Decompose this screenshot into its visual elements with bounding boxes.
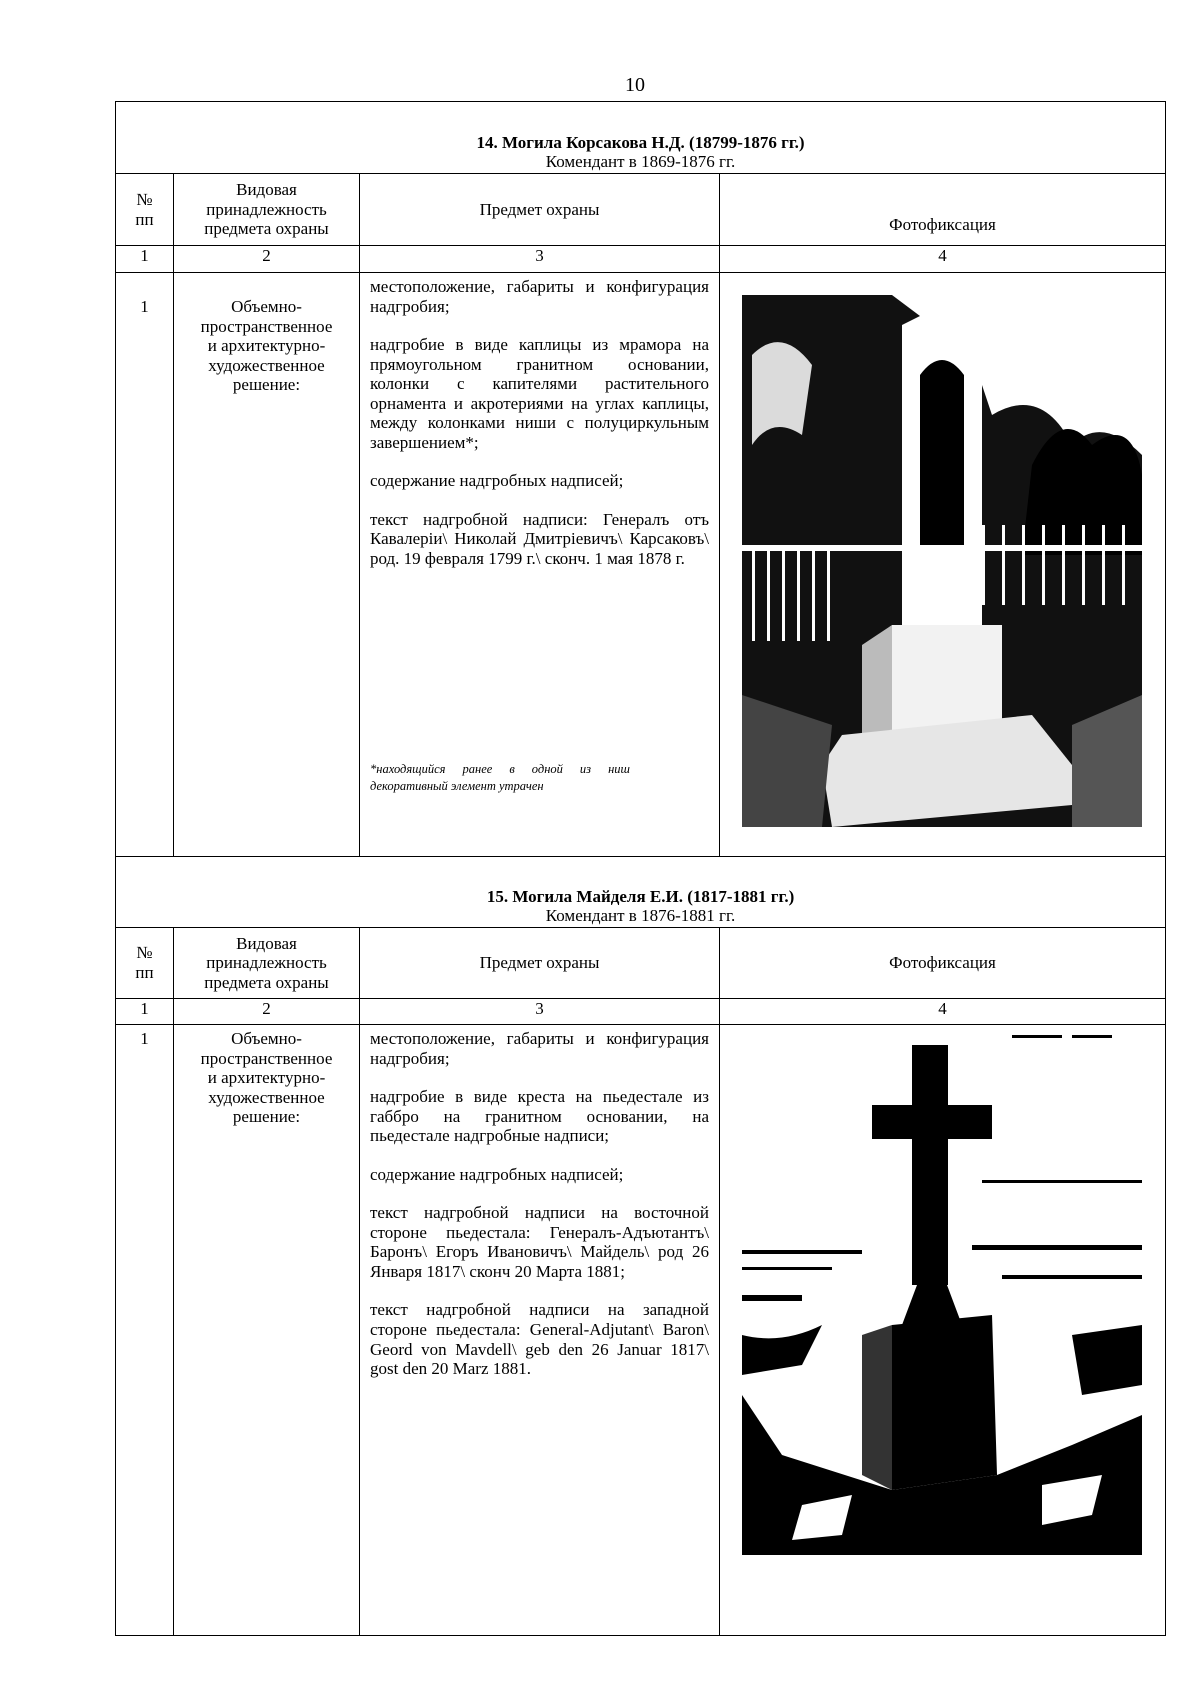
row-subject <box>360 1025 720 1636</box>
section-caption <box>116 102 1166 174</box>
footnote: *находящийся ранее в одной из ниш декоративный элемент утрачен <box>370 762 630 793</box>
subject-paragraph: содержание надгробных надписей; <box>370 471 624 491</box>
section-title: 15. Могила Майделя Е.И. (1817-1881 гг.) <box>486 886 795 906</box>
header-no: № пп <box>116 174 174 246</box>
section-table-15 <box>115 856 1166 1636</box>
subject-paragraph: текст надгробной надписи на западной стороне пьедестала: General-Adjutant\ Baron\ Geord von Mavdell\ geb den 26 Januar 1817\ gost den 20 Marz 1881. <box>370 1300 709 1379</box>
section-subtitle: Комендант в 1876-1881 гг. <box>545 906 736 926</box>
column-number-3: 3 <box>360 246 720 273</box>
column-number-4: 4 <box>720 999 1166 1025</box>
header-subject: Предмет охраны <box>360 928 720 999</box>
subject-paragraph: текст надгробной надписи на восточной стороне пьедестала: Генералъ-Адъютантъ\ Баронъ\ Егоръ Ивановичъ\ Майдель\ род 26 Января 1817\ сконч 20 Марта 1881; <box>370 1203 709 1281</box>
header-type: Видовая принадлежность предмета охраны <box>174 174 360 246</box>
column-number-2: 2 <box>174 999 360 1025</box>
column-number-1: 1 <box>116 999 174 1025</box>
section-title: 14. Могила Корсакова Н.Д. (18799-1876 гг.) <box>476 132 805 152</box>
subject-paragraph: надгробие в виде креста на пьедестале из габбро на гранитном основании, на пьедестале надгробные надписи; <box>370 1087 709 1146</box>
column-number-3: 3 <box>360 999 720 1025</box>
row-photo <box>720 1025 1166 1636</box>
header-photo: Фотофиксация <box>720 174 1166 246</box>
subject-paragraph: местоположение, габариты и конфигурация надгробия; <box>370 277 709 316</box>
section-caption <box>116 857 1166 928</box>
header-no: № пп <box>116 928 174 999</box>
column-number-2: 2 <box>174 246 360 273</box>
row-subject <box>360 273 720 857</box>
header-subject: Предмет охраны <box>360 174 720 246</box>
row-photo <box>720 273 1166 857</box>
section-table-14 <box>115 101 1166 857</box>
section-subtitle: Комендант в 1869-1876 гг. <box>545 152 736 172</box>
subject-paragraph: надгробие в виде каплицы из мрамора на прямоугольном гранитном основании, колонки с капителями растительного орнамента и акротериями на углах каплицы, между колонками ниши с полуциркульным завершением*; <box>370 335 709 452</box>
column-number-1: 1 <box>116 246 174 273</box>
row-number: 1 <box>116 273 174 857</box>
subject-paragraph: текст надгробной надписи: Генералъ отъ Кавалеріи\ Николай Дмитріевичъ\ Карсаковъ\ род. 19 февраля 1799 г.\ сконч. 1 мая 1878 г. <box>370 509 709 569</box>
row-number: 1 <box>116 1025 174 1636</box>
header-type: Видовая принадлежность предмета охраны <box>174 928 360 999</box>
subject-paragraph: местоположение, габариты и конфигурация надгробия; <box>370 1029 709 1068</box>
header-photo: Фотофиксация <box>720 928 1166 999</box>
tombstone-photo-cross <box>742 1035 1142 1555</box>
subject-paragraph: содержание надгробных надписей; <box>370 1164 624 1184</box>
tombstone-photo-chapel <box>742 295 1142 827</box>
page-number: 10 <box>625 74 645 96</box>
row-type: Объемно- пространственное и архитектурно- художественное решение: <box>174 273 360 857</box>
column-number-4: 4 <box>720 246 1166 273</box>
row-type: Объемно- пространственное и архитектурно- художественное решение: <box>174 1025 360 1636</box>
